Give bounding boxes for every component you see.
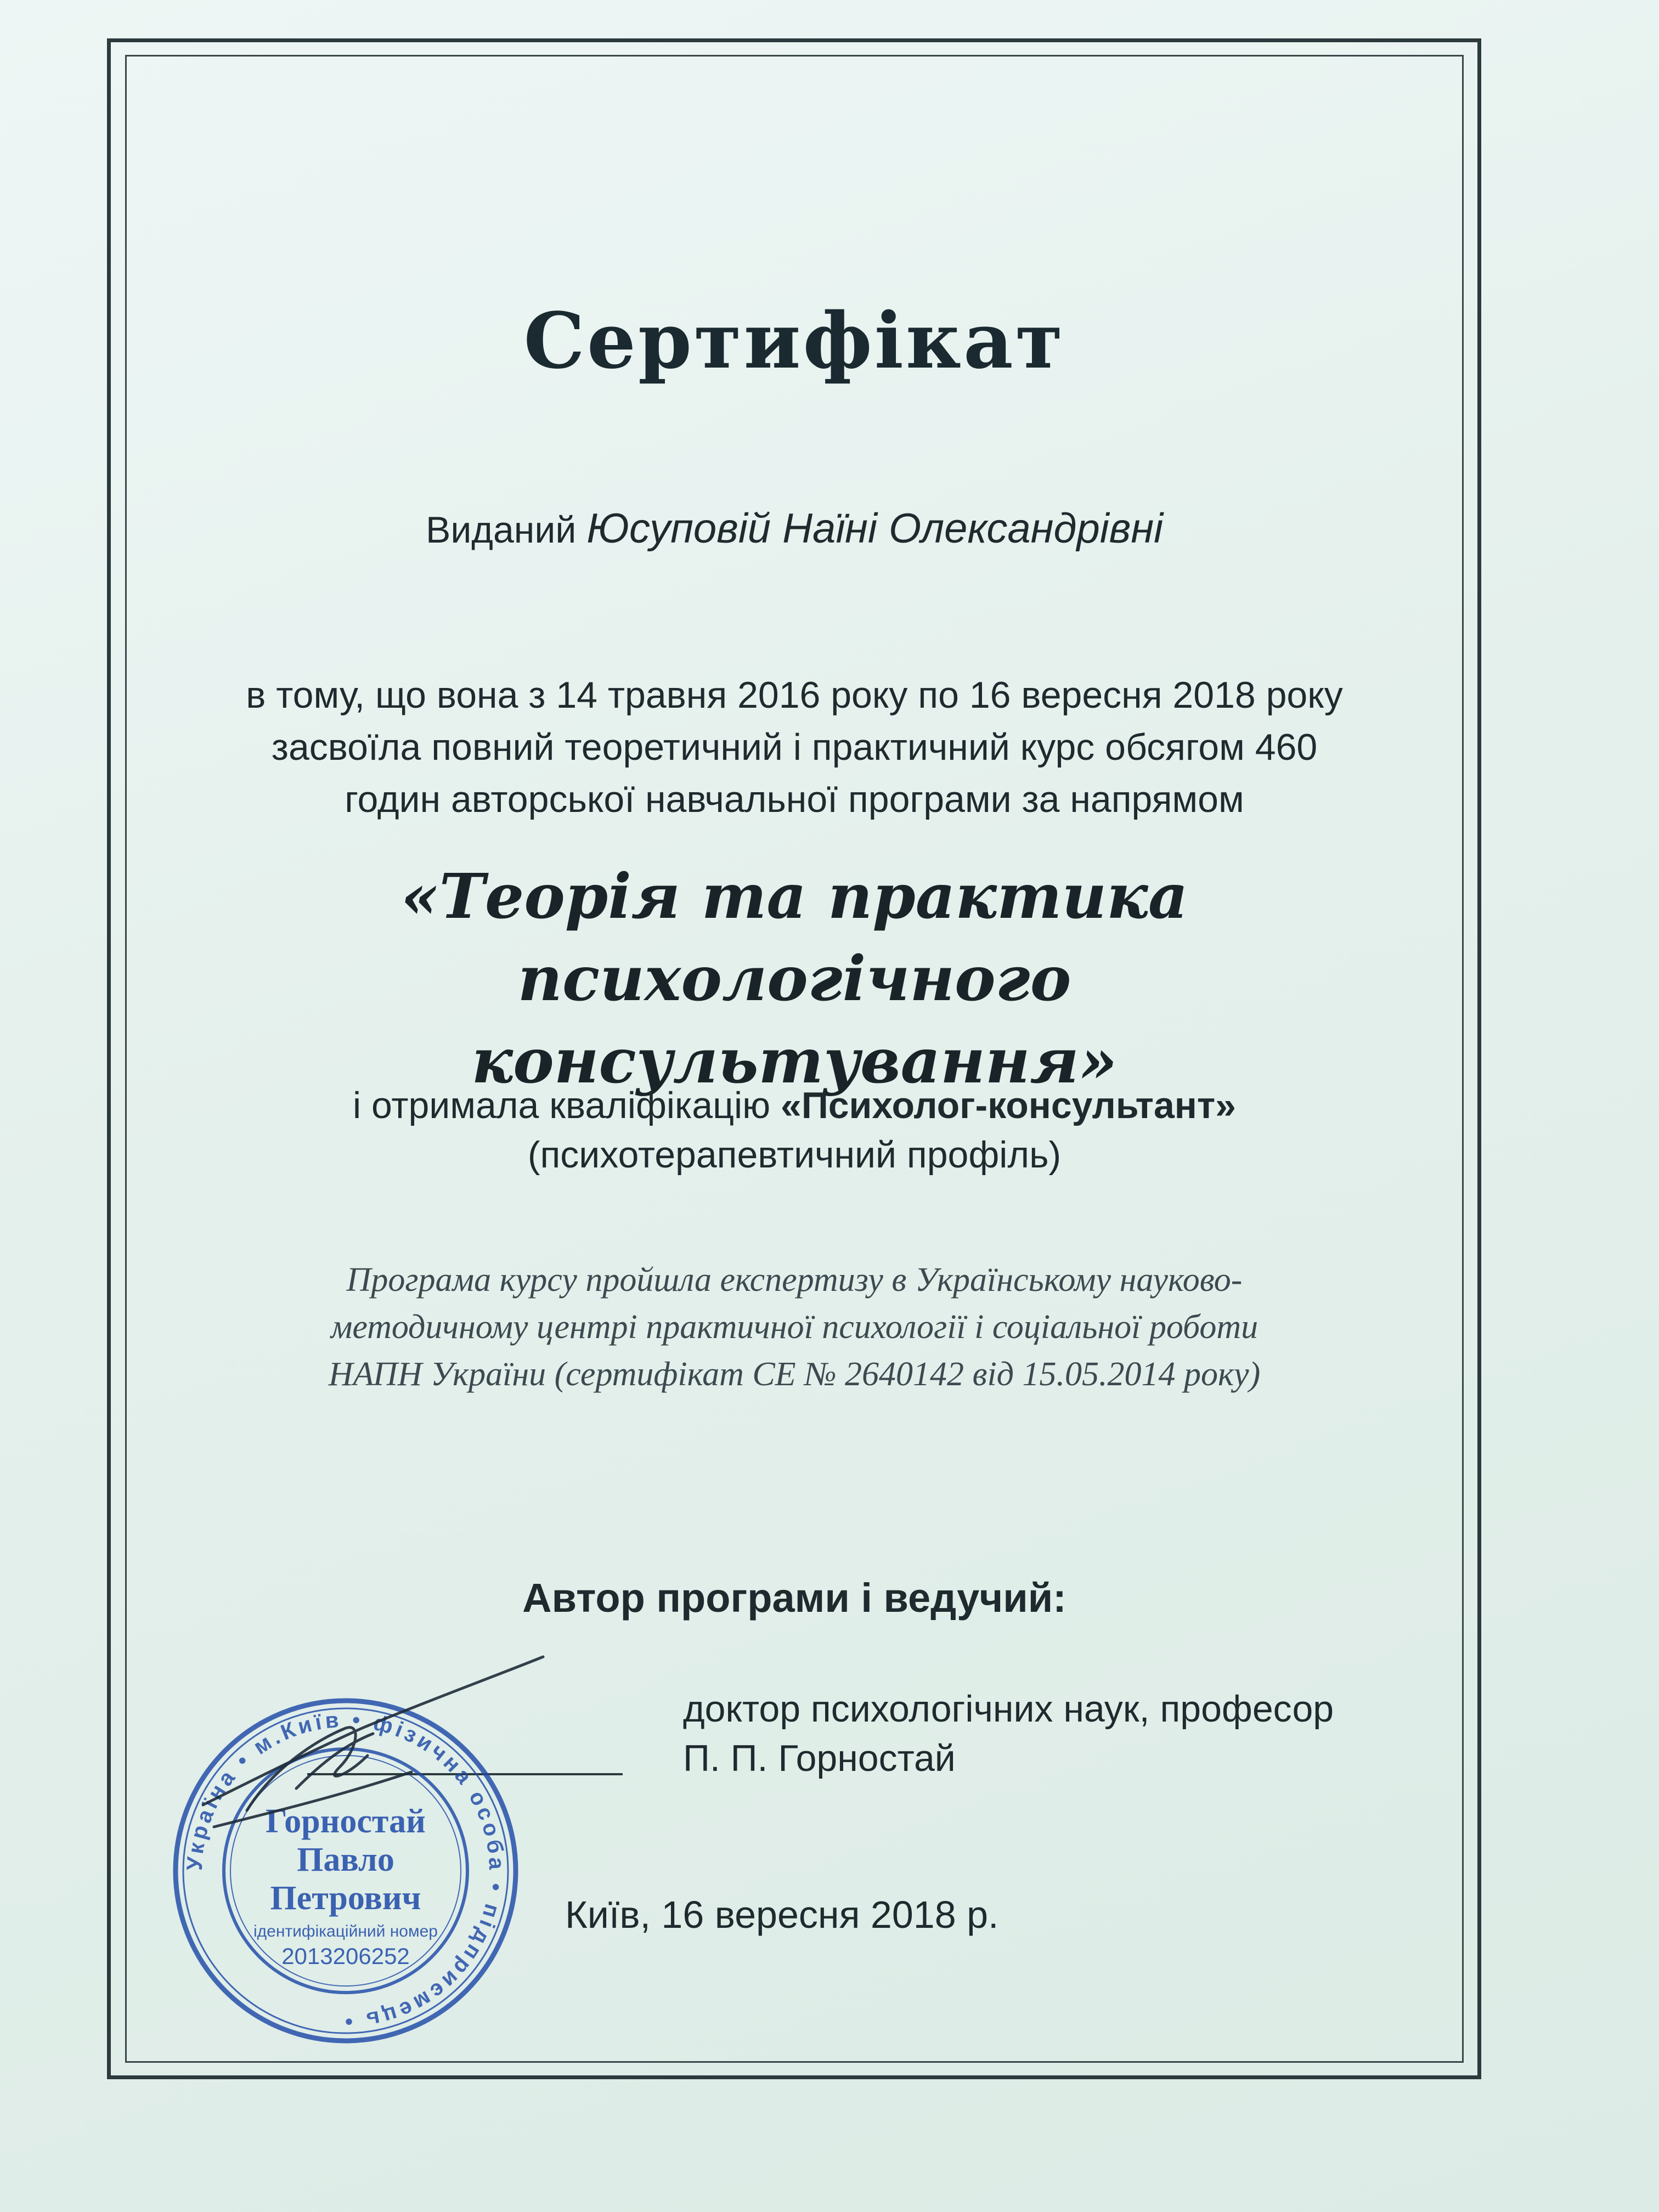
issued-line [125,505,1464,552]
course-line: консультування» [471,1025,1118,1097]
author-name: П. П. Горностай [683,1737,956,1779]
qualification-prefix: і отримала кваліфікацію [353,1085,771,1126]
expertise-line: Програма курсу пройшла експертизу в Українському науково- [346,1261,1243,1299]
course-title [125,856,1464,1103]
expertise-line: НАПН України (сертифікат СЕ № 2640142 від 15.05.2014 року) [328,1356,1261,1393]
handwritten-signature [181,1646,675,1876]
author-heading: Автор програми і ведучий: [522,1575,1066,1621]
qualification-block [125,1081,1464,1180]
place-date: Київ, 16 вересня 2018 р. [565,1893,999,1936]
recipient-name: Юсуповій Наїні Олександрівні [586,505,1164,552]
issued-prefix: Виданий [425,509,577,551]
stamp-ring-text: Україна • м.Київ • фізична особа • підприємець • [182,1707,509,2034]
course-line: «Теорія та практика психологічного [400,861,1188,1015]
stamp-id-number: 2013206252 [281,1943,410,1969]
certificate-body [125,669,1464,826]
author-details [683,1684,1334,1783]
expertise-note [125,1256,1464,1398]
author-degree: доктор психологічних наук, професор [683,1688,1334,1730]
stamp-id-label: ідентифікаційний номер [253,1922,438,1940]
expertise-line: методичному центрі практичної психології і соціальної роботи [330,1308,1259,1346]
stamp-line-2: Павло [297,1841,394,1878]
stamp-line-3: Петрович [270,1880,421,1917]
qualification-name: «Психолог-консультант» [781,1085,1236,1126]
body-line: в тому, що вона з 14 травня 2016 року по 16 вересня 2018 року [246,674,1343,716]
body-line: годин авторської навчальної програми за напрямом [345,778,1244,820]
qualification-profile: (психотерапевтичний профіль) [527,1134,1062,1176]
stamp-line-1: Горностай [266,1803,426,1840]
certificate-title: Сертифікат [523,296,1065,386]
body-line: засвоїла повний теоретичний і практичний курс обсягом 460 [271,726,1318,768]
